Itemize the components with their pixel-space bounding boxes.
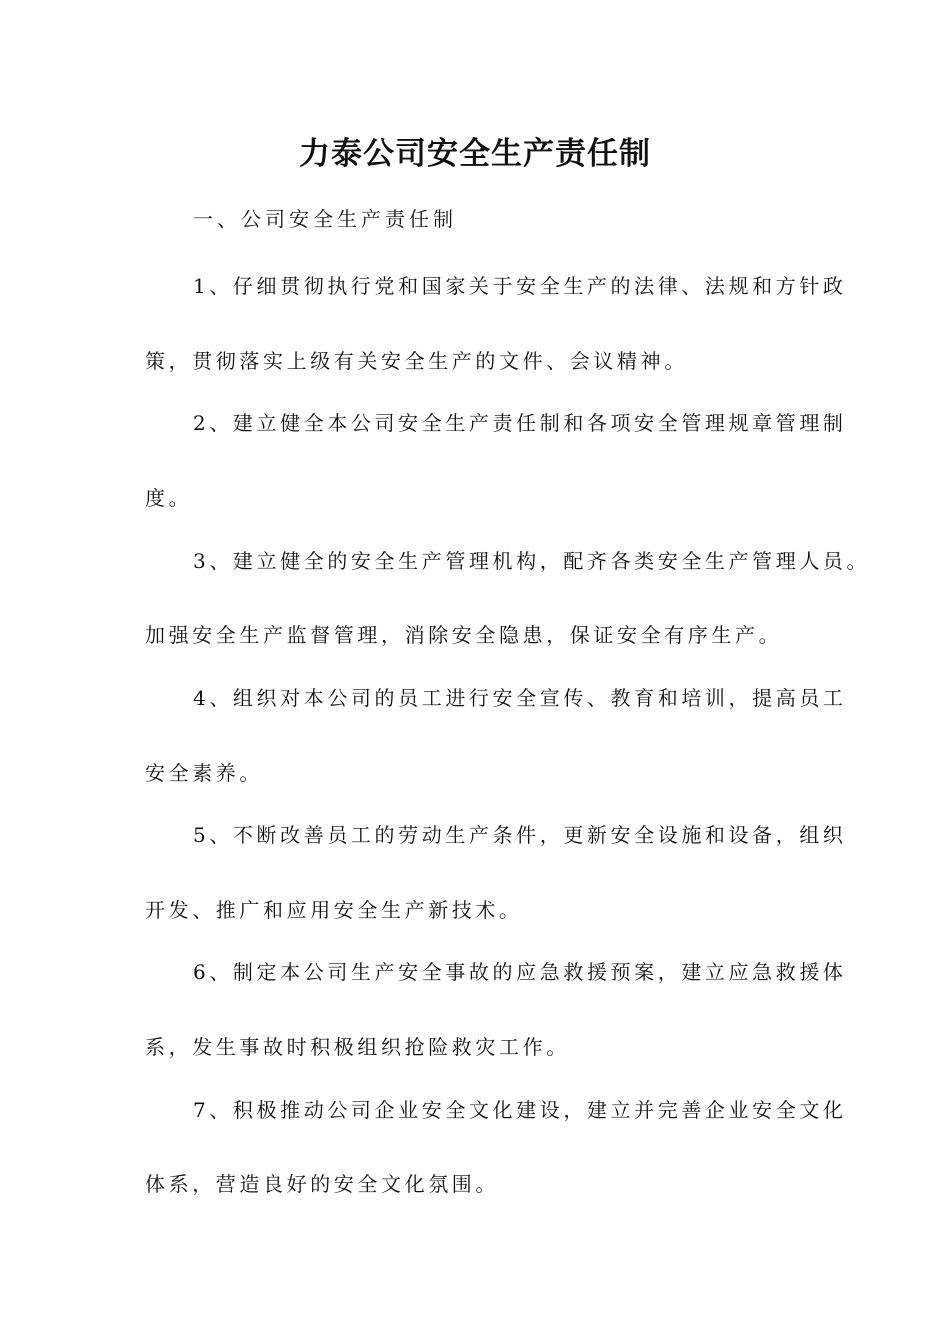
item-3-line-2: 加强安全生产监督管理，消除安全隐患，保证安全有序生产。 [145, 623, 783, 647]
item-1-line-2: 策，贯彻落实上级有关安全生产的文件、会议精神。 [145, 349, 688, 373]
item-2-line-2: 度。 [145, 486, 193, 510]
item-4-line-1: 4、组织对本公司的员工进行安全宣传、教育和培训，提高员工 [193, 686, 847, 710]
section-heading: 一、公司安全生产责任制 [193, 207, 457, 231]
item-6-line-1: 6、制定本公司生产安全事故的应急救援预案，建立应急救援体 [193, 960, 847, 984]
item-1-line-1: 1、仔细贯彻执行党和国家关于安全生产的法律、法规和方针政 [193, 274, 847, 298]
item-5-line-2: 开发、推广和应用安全生产新技术。 [145, 898, 523, 922]
item-6-line-2: 系，发生事故时积极组织抢险救灾工作。 [145, 1035, 570, 1059]
item-3-line-1: 3、建立健全的安全生产管理机构，配齐各类安全生产管理人员。 [193, 549, 871, 573]
item-7-line-1: 7、积极推动公司企业安全文化建设，建立并完善企业安全文化 [193, 1098, 847, 1122]
document-title: 力泰公司安全生产责任制 [299, 136, 651, 172]
item-7-line-2: 体系，营造良好的安全文化氛围。 [145, 1172, 499, 1196]
item-5-line-1: 5、不断改善员工的劳动生产条件，更新安全设施和设备，组织 [193, 823, 847, 847]
item-2-line-1: 2、建立健全本公司安全生产责任制和各项安全管理规章管理制 [193, 411, 847, 435]
item-4-line-2: 安全素养。 [145, 761, 263, 785]
